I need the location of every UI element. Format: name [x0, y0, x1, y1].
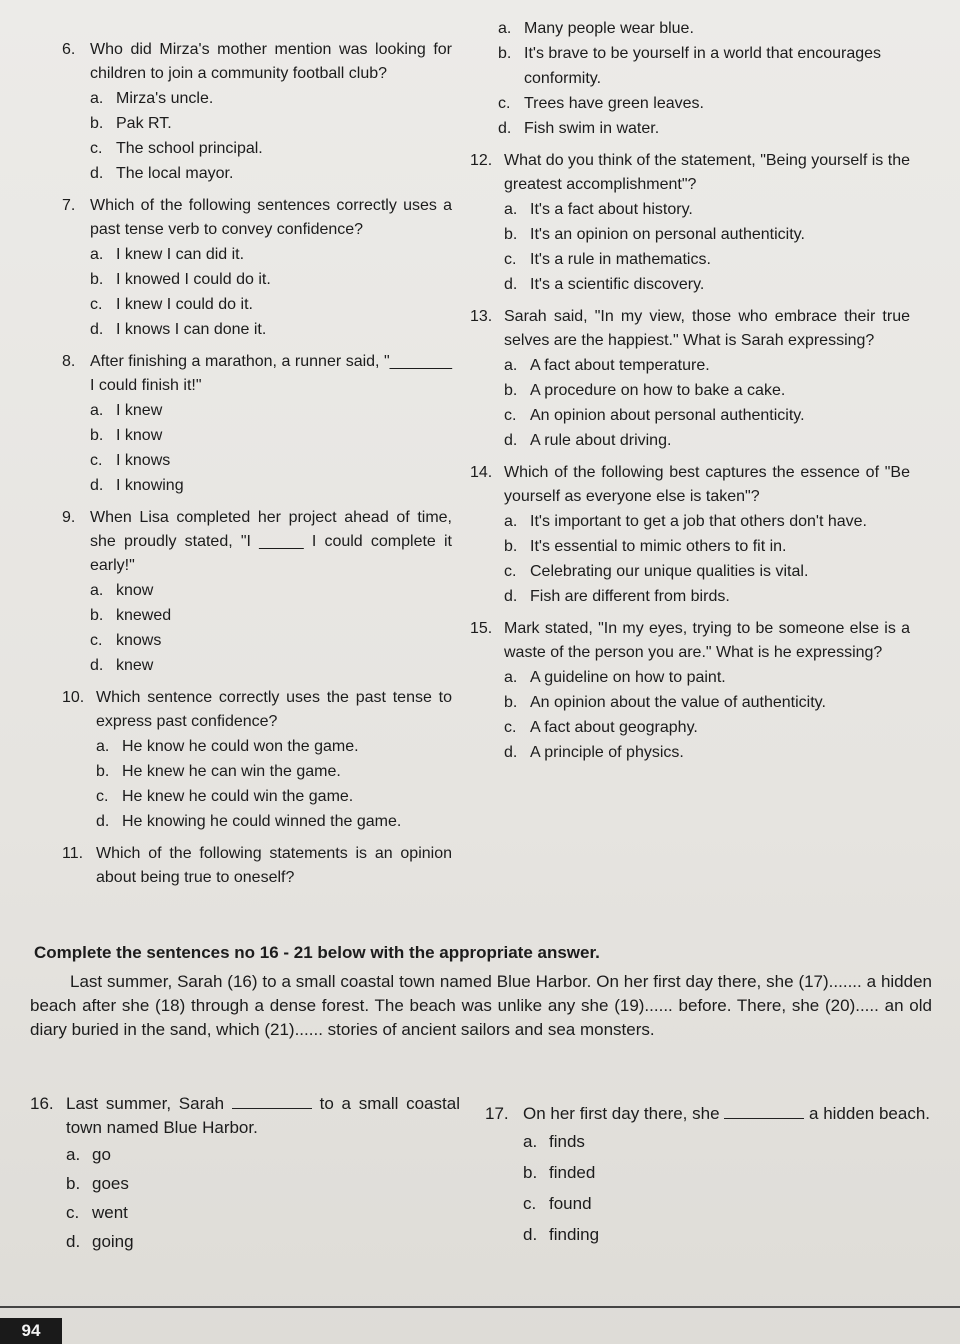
option-letter: c.: [504, 719, 517, 736]
spacer: [62, 186, 452, 192]
question-text-after: a hidden beach.: [809, 1104, 931, 1123]
spacer: [62, 498, 452, 504]
question-number: 12.: [470, 152, 493, 169]
option-text: Trees have green leaves.: [524, 95, 704, 112]
option-letter: a.: [498, 20, 512, 37]
question-9: [62, 506, 452, 684]
answer-option: [90, 242, 452, 267]
answer-option: [90, 86, 452, 111]
option-text: going: [92, 1232, 134, 1251]
answer-option: [90, 398, 452, 423]
question-text: Which of the following sentences correctly uses a past tense verb to convey confidence?: [90, 197, 452, 238]
question-number: 14.: [470, 464, 493, 481]
question-15: [470, 617, 910, 771]
option-letter: d.: [504, 744, 518, 761]
option-text: He knew he could win the game.: [122, 788, 354, 805]
question-number: 8.: [62, 353, 76, 370]
question-number: 11.: [62, 845, 84, 862]
option-letter: d.: [504, 276, 518, 293]
option-letter: c.: [66, 1203, 80, 1222]
option-letter: a.: [504, 513, 518, 530]
option-text: The local mayor.: [116, 165, 234, 182]
answer-option: [504, 428, 910, 453]
question-text: Sarah said, "In my view, those who embrace their true selves are the happiest." What is Sarah expressing?: [504, 308, 910, 349]
answer-option: [96, 759, 452, 784]
option-letter: c.: [504, 563, 517, 580]
question-14: [470, 461, 910, 615]
answer-option: [90, 473, 452, 498]
question-text: Mark stated, "In my eyes, trying to be someone else is a waste of the person you are." What is he expressing?: [504, 620, 910, 661]
question-number: 10.: [62, 689, 85, 706]
reading-passage: Last summer, Sarah (16) to a small coastal town named Blue Harbor. On her first day there, she (17)....... a hidden beach after she (18) through a dense forest. The beach was unlike any she (19)...... before. There, she (20)..... an old diary buried in the sand, which (21)...... stories of ancient sailors and sea monsters.: [30, 972, 932, 1039]
option-text: A rule about driving.: [530, 432, 672, 449]
option-letter: d.: [523, 1225, 538, 1244]
option-text: It's a scientific discovery.: [530, 276, 705, 293]
question-10: [62, 686, 452, 840]
question-text: Which of the following best captures the essence of "Be yourself as everyone else is taken"?: [504, 464, 910, 505]
option-letter: b.: [90, 427, 104, 444]
option-text: finds: [549, 1132, 585, 1151]
spacer: [470, 609, 910, 615]
option-text: It's brave to be yourself in a world that encourages conformity.: [524, 45, 882, 87]
question-13: [470, 305, 910, 459]
option-letter: d.: [66, 1232, 81, 1251]
option-text: It's an opinion on personal authenticity.: [530, 226, 805, 243]
option-letter: d.: [90, 165, 104, 182]
answer-option: [90, 448, 452, 473]
spacer: [470, 453, 910, 459]
option-text: The school principal.: [116, 140, 263, 157]
question-8: [62, 350, 452, 504]
answer-option: [504, 378, 910, 403]
option-letter: d.: [90, 321, 104, 338]
answer-option: [96, 784, 452, 809]
answer-option: [504, 534, 910, 559]
answer-option: [90, 136, 452, 161]
answer-option: [90, 603, 452, 628]
spacer: [62, 678, 452, 684]
option-letter: b.: [504, 538, 518, 555]
option-text: knows: [116, 632, 162, 649]
option-text: A fact about temperature.: [530, 357, 710, 374]
question-7: [62, 194, 452, 348]
question-text-before: On her first day there, she: [523, 1104, 720, 1123]
answer-option: [504, 584, 910, 609]
option-letter: b.: [523, 1163, 538, 1182]
spacer: [470, 297, 910, 303]
option-text: Pak RT.: [116, 115, 172, 132]
option-text: A procedure on how to bake a cake.: [530, 382, 786, 399]
answer-option: [504, 247, 910, 272]
question-text: When Lisa completed her project ahead of time, she proudly stated, "I _____ I could complete it early!": [90, 509, 452, 574]
option-letter: c.: [90, 296, 103, 313]
answer-option: [504, 715, 910, 740]
option-letter: b.: [504, 694, 518, 711]
option-letter: c.: [90, 452, 103, 469]
option-letter: a.: [90, 402, 104, 419]
question-text-before: Last summer, Sarah: [66, 1094, 225, 1113]
option-letter: c.: [90, 632, 103, 649]
page-number: 94: [0, 1318, 62, 1344]
answer-option: [90, 267, 452, 292]
section-instruction: Complete the sentences no 16 - 21 below with the appropriate answer.: [34, 943, 600, 962]
option-text: Many people wear blue.: [524, 20, 694, 37]
option-letter: d.: [90, 657, 104, 674]
answer-option: [90, 111, 452, 136]
option-text: I knows: [116, 452, 171, 469]
question-text-after: to a small coastal town named Blue Harbor.: [66, 1094, 460, 1137]
option-letter: c.: [523, 1194, 537, 1213]
option-text: I knowing: [116, 477, 184, 494]
option-letter: c.: [498, 95, 511, 112]
answer-option: [504, 559, 910, 584]
answer-option: [90, 653, 452, 678]
option-letter: b.: [96, 763, 110, 780]
answer-option: [504, 222, 910, 247]
option-letter: c.: [90, 140, 103, 157]
option-text: knew: [116, 657, 154, 674]
option-letter: c.: [504, 407, 517, 424]
answer-option: [90, 292, 452, 317]
answer-option: [504, 509, 910, 534]
answer-option: [504, 690, 910, 715]
option-text: Mirza's uncle.: [116, 90, 214, 107]
option-letter: d.: [504, 588, 518, 605]
option-text: Fish are different from birds.: [530, 588, 730, 605]
question-6: [62, 38, 452, 192]
question-number: 17.: [485, 1104, 509, 1123]
option-text: He knew he can win the game.: [122, 763, 341, 780]
question-number: 6.: [62, 41, 76, 58]
option-text: I knew I can did it.: [116, 246, 245, 263]
answer-option: [504, 740, 910, 765]
spacer: [62, 342, 452, 348]
question-number: 7.: [62, 197, 76, 214]
question-text: Who did Mirza's mother mention was looking for children to join a community football club?: [90, 41, 452, 82]
option-text: It's a fact about history.: [530, 201, 693, 218]
answer-option: [504, 353, 910, 378]
option-letter: a.: [523, 1132, 538, 1151]
option-letter: c.: [504, 251, 517, 268]
option-text: He knowing he could winned the game.: [122, 813, 402, 830]
answer-option: [504, 197, 910, 222]
option-text: I know: [116, 427, 163, 444]
question-17: [485, 1102, 940, 1250]
spacer: [62, 890, 452, 896]
question-11-options: [470, 16, 910, 141]
option-letter: c.: [96, 788, 109, 805]
answer-option: [96, 809, 452, 834]
option-text: Celebrating our unique qualities is vital.: [530, 563, 809, 580]
option-letter: d.: [90, 477, 104, 494]
option-letter: b.: [90, 271, 104, 288]
question-text: Which of the following statements is an opinion about being true to oneself?: [96, 845, 452, 886]
spacer: [470, 765, 910, 771]
option-text: It's important to get a job that others don't have.: [530, 513, 867, 530]
option-text: He know he could won the game.: [122, 738, 359, 755]
right-column: [470, 16, 910, 773]
option-letter: b.: [90, 607, 104, 624]
answer-blank: [724, 1104, 804, 1119]
question-number: 13.: [470, 308, 493, 325]
option-letter: d.: [96, 813, 110, 830]
option-text: I knew I could do it.: [116, 296, 253, 313]
option-text: finding: [549, 1225, 600, 1244]
answer-option: [90, 628, 452, 653]
option-text: It's essential to mimic others to fit in.: [530, 538, 787, 555]
option-text: Fish swim in water.: [524, 120, 660, 137]
answer-option: [504, 272, 910, 297]
option-letter: b.: [504, 226, 518, 243]
spacer: [62, 834, 452, 840]
option-letter: a.: [66, 1145, 81, 1164]
option-letter: a.: [504, 357, 518, 374]
option-text: It's a rule in mathematics.: [530, 251, 711, 268]
answer-option: [90, 161, 452, 186]
question-text: Which sentence correctly uses the past tense to express past confidence?: [96, 689, 452, 730]
option-text: An opinion about personal authenticity.: [530, 407, 805, 424]
answer-option: [504, 665, 910, 690]
option-text: A principle of physics.: [530, 744, 684, 761]
left-column: [62, 38, 452, 898]
option-text: I knew: [116, 402, 163, 419]
option-text: I knows I can done it.: [116, 321, 267, 338]
question-12: [470, 149, 910, 303]
answer-option: [90, 578, 452, 603]
option-text: An opinion about the value of authenticity.: [530, 694, 826, 711]
answer-option: [90, 317, 452, 342]
option-letter: d.: [504, 432, 518, 449]
option-text: found: [549, 1194, 592, 1213]
option-letter: a.: [90, 90, 104, 107]
question-number: 9.: [62, 509, 76, 526]
option-letter: a.: [90, 246, 104, 263]
question-number: 16.: [30, 1094, 54, 1113]
option-text: know: [116, 582, 154, 599]
question-number: 15.: [470, 620, 493, 637]
answer-blank: [232, 1094, 312, 1109]
option-letter: b.: [504, 382, 518, 399]
question-11: [62, 842, 452, 896]
option-text: goes: [92, 1174, 129, 1193]
option-text: I knowed I could do it.: [116, 271, 271, 288]
question-text: After finishing a marathon, a runner said, "_______ I could finish it!": [90, 353, 452, 394]
option-text: knewed: [116, 607, 172, 624]
option-letter: d.: [498, 120, 512, 137]
question-16: [30, 1092, 460, 1256]
option-letter: b.: [498, 45, 512, 62]
answer-option: [504, 403, 910, 428]
option-text: went: [92, 1203, 128, 1222]
option-text: A guideline on how to paint.: [530, 669, 726, 686]
option-letter: a.: [90, 582, 104, 599]
option-letter: a.: [504, 669, 518, 686]
option-text: finded: [549, 1163, 596, 1182]
answer-option: [96, 734, 452, 759]
option-letter: b.: [90, 115, 104, 132]
answer-option: [90, 423, 452, 448]
option-text: go: [92, 1145, 111, 1164]
option-letter: a.: [96, 738, 110, 755]
option-letter: a.: [504, 201, 518, 218]
option-text: A fact about geography.: [530, 719, 698, 736]
question-text: What do you think of the statement, "Being yourself is the greatest accomplishment"?: [504, 152, 910, 193]
footer-divider: [0, 1306, 960, 1308]
option-letter: b.: [66, 1174, 81, 1193]
